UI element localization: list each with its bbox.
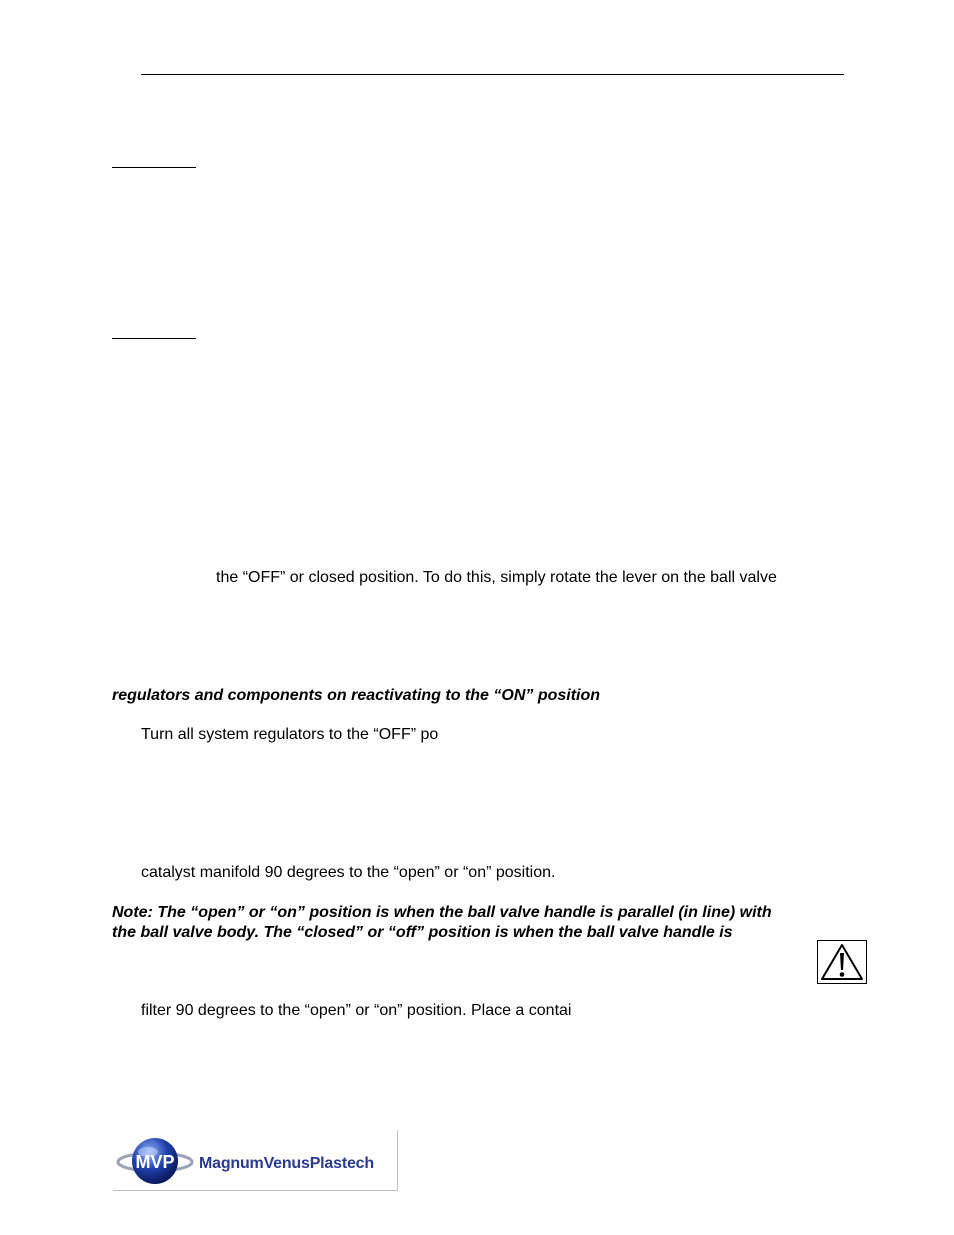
instruction-line-valve-off: the “OFF” or closed position. To do this, simply rotate the lever on the ball valve — [216, 569, 777, 586]
svg-text:MVP: MVP — [135, 1152, 175, 1172]
note-line-2: the ball valve body. The “closed” or “off” position is when the ball valve handle is — [112, 924, 733, 941]
instruction-line-regulators: Turn all system regulators to the “OFF” po — [141, 726, 439, 743]
company-logo — [113, 1130, 398, 1191]
warning-heading: regulators and components on reactivating to the “ON” position — [112, 687, 601, 704]
mvp-globe-icon — [115, 1132, 195, 1190]
header-rule — [141, 74, 844, 75]
logo-wordmark: MagnumVenusPlastech — [199, 1155, 374, 1172]
section-rule-1 — [112, 167, 196, 168]
section-rule-2 — [112, 338, 196, 339]
instruction-line-filter: filter 90 degrees to the “open” or “on” position. Place a contai — [141, 1002, 572, 1019]
note-line-1: Note: The “open” or “on” position is when the ball valve handle is parallel (in line) with — [112, 904, 772, 921]
instruction-line-catalyst: catalyst manifold 90 degrees to the “open” or “on” position. — [141, 864, 556, 881]
warning-triangle-icon — [817, 940, 867, 984]
